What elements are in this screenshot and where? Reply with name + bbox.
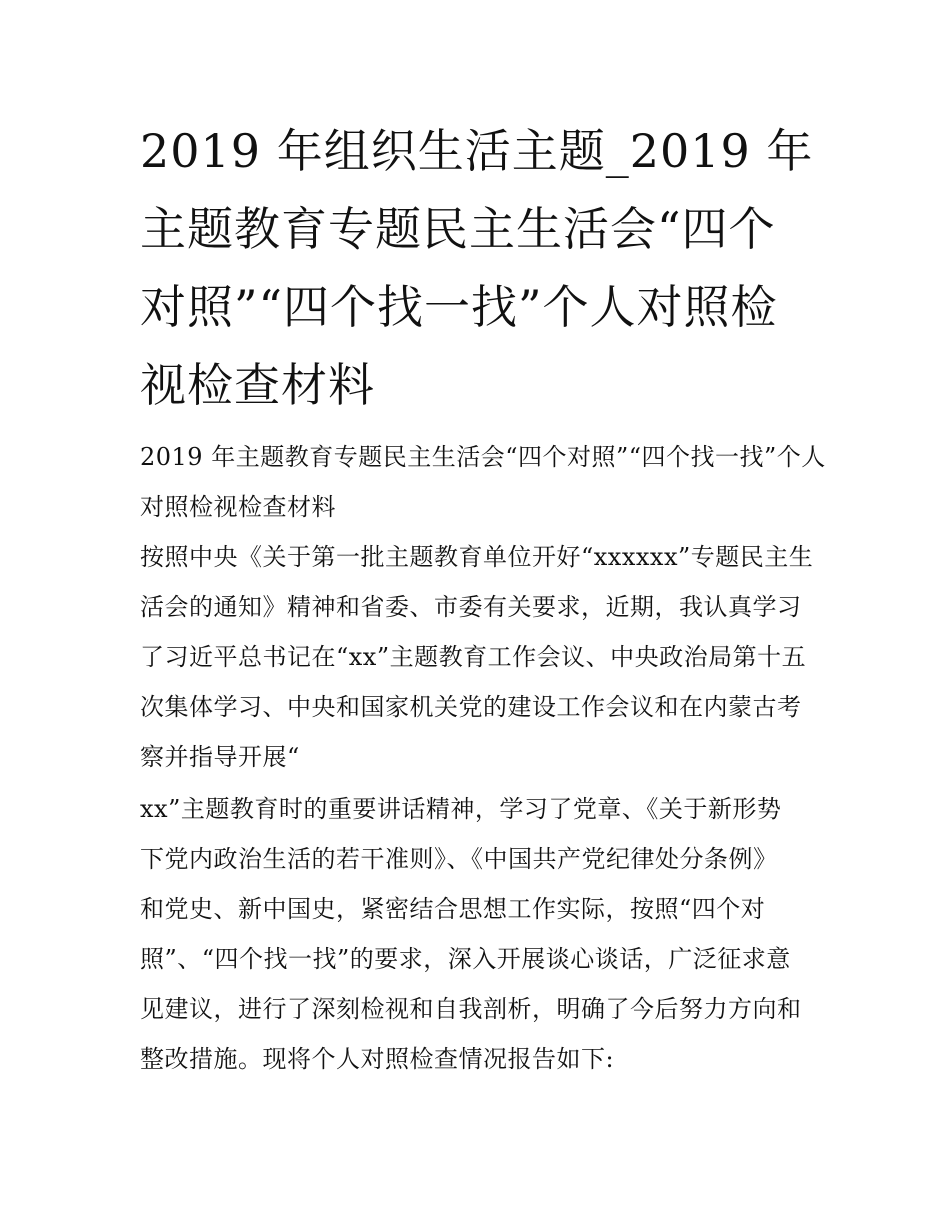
paragraph-line: 次集体学习、中央和国家机关党的建设工作会议和在内蒙古考: [140, 693, 802, 721]
paragraph-line: 了习近平总书记在“xx”主题教育工作会议、中央政治局第十五: [140, 643, 807, 671]
title-line: 2019 年组织生活主题_2019 年: [140, 124, 814, 178]
paragraph-line: 按照中央《关于第一批主题教育单位开好“xxxxxx”专题民主生: [140, 543, 814, 571]
title-line: 视检查材料: [140, 358, 375, 412]
subtitle-line: 对照检视检查材料: [140, 493, 336, 521]
paragraph-line: 活会的通知》精神和省委、市委有关要求，近期，我认真学习: [140, 593, 802, 621]
paragraph-line: 照”、“四个找一找”的要求，深入开展谈心谈话，广泛征求意: [140, 945, 791, 973]
paragraph-line: 下党内政治生活的若干准则》、《中国共产党纪律处分条例》: [140, 845, 778, 873]
document-title: [140, 112, 830, 424]
paragraph-line: 察并指导开展“: [140, 743, 300, 771]
paragraph-line: 和党史、新中国史，紧密结合思想工作实际，按照“四个对: [140, 895, 766, 923]
paragraph-line: 整改措施。现将个人对照检查情况报告如下:: [140, 1045, 615, 1073]
paragraph-intro: [140, 532, 830, 782]
subtitle-line: 2019 年主题教育专题民主生活会“四个对照”“四个找一找”个人: [140, 443, 826, 471]
title-line: 对照”“四个找一找”个人对照检: [140, 280, 778, 334]
paragraph-line: 见建议，进行了深刻检视和自我剖析，明确了今后努力方向和: [140, 995, 802, 1023]
paragraph-continuation: [140, 784, 830, 1084]
document-subtitle: [140, 432, 830, 532]
title-line: 主题教育专题民主生活会“四个: [140, 202, 776, 256]
paragraph-line: xx”主题教育时的重要讲话精神，学习了党章、《关于新形势: [140, 795, 782, 823]
